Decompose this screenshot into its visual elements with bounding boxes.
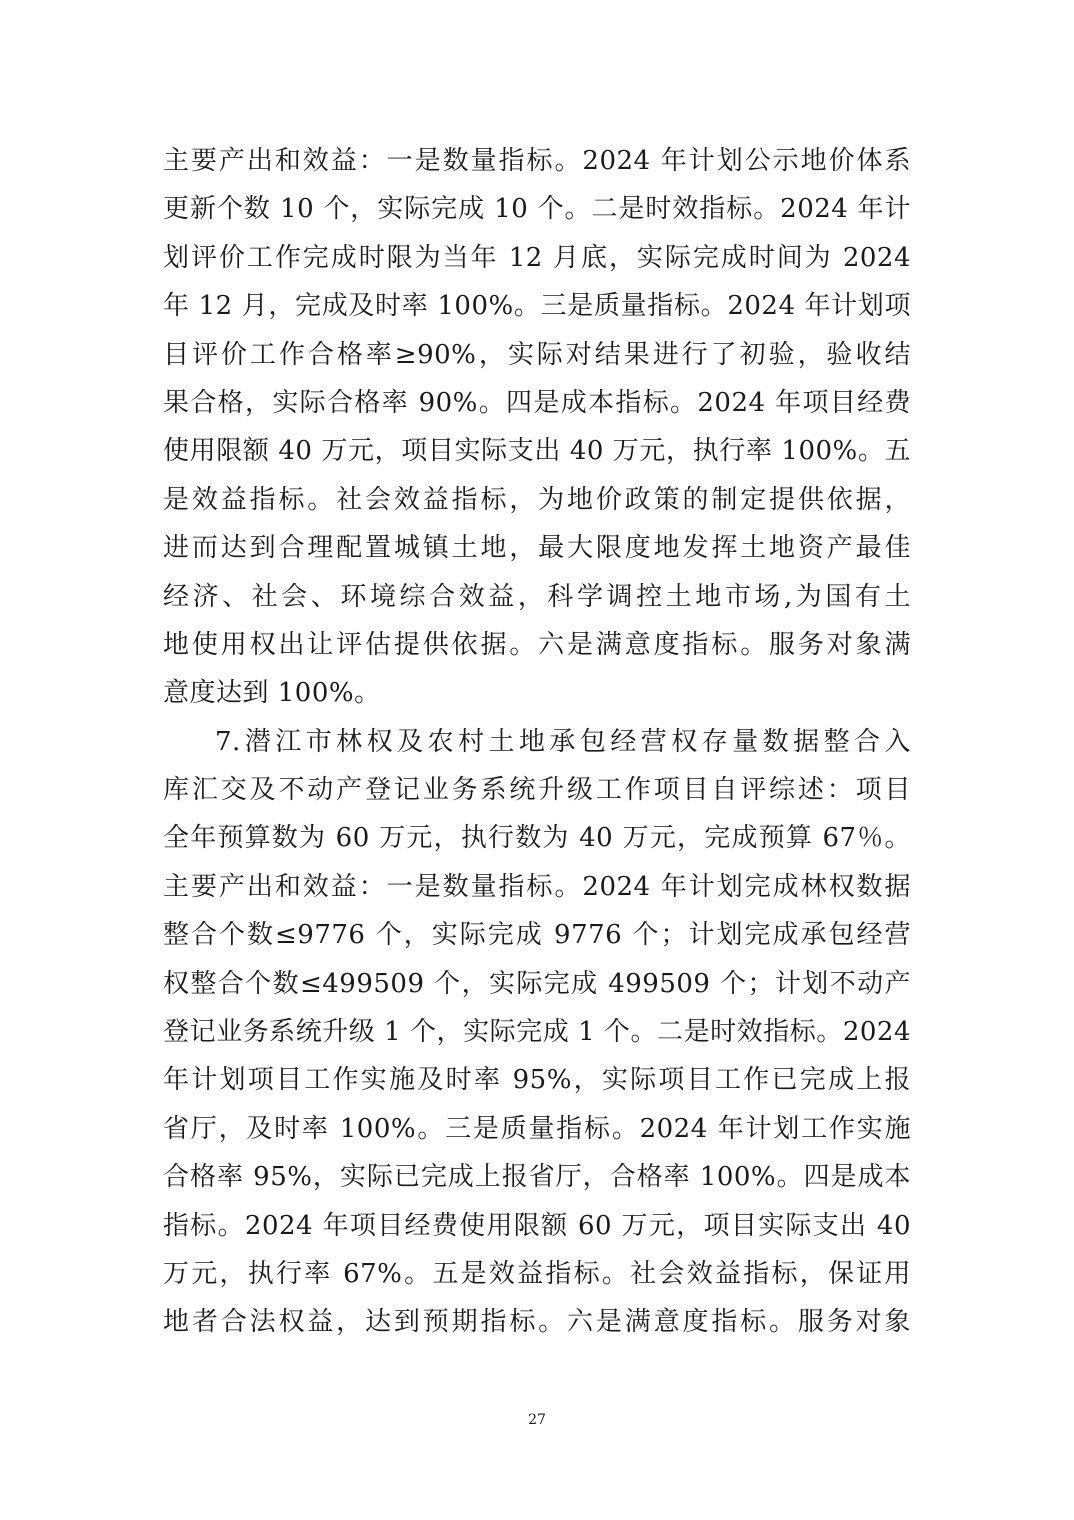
text-line: 主要产出和效益：一是数量指标。2024 年计划完成林权数据 [163,871,911,902]
text-line: 年 12 月，完成及时率 100%。三是质量指标。2024 年计划项 [163,291,911,322]
text-line-heading: 7.潜江市林权及农村土地承包经营权存量数据整合入 [215,726,911,757]
text-line: 年计划项目工作实施及时率 95%，实际项目工作已完成上报 [163,1065,911,1096]
text-line: 合格率 95%，实际已完成上报省厅，合格率 100%。四是成本 [163,1162,911,1193]
text-line: 登记业务系统升级 1 个，实际完成 1 个。二是时效指标。2024 [163,1017,911,1048]
text-line: 库汇交及不动产登记业务系统升级工作项目自评综述：项目 [163,775,911,806]
text-line: 整合个数≤9776 个，实际完成 9776 个；计划完成承包经营 [163,920,911,951]
paragraph-output-benefits-6 [163,137,911,718]
text-line: 指标。2024 年项目经费使用限额 60 万元，项目实际支出 40 [163,1210,911,1241]
paragraph-project-7 [163,718,911,1347]
text-line: 使用限额 40 万元，项目实际支出 40 万元，执行率 100%。五 [163,436,911,467]
text-line: 主要产出和效益：一是数量指标。2024 年计划公示地价体系 [163,146,911,176]
body-text [163,137,911,1347]
text-line: 更新个数 10 个，实际完成 10 个。二是时效指标。2024 年计 [163,194,911,225]
text-line: 果合格，实际合格率 90%。四是成本指标。2024 年项目经费 [163,387,911,418]
text-line: 目评价工作合格率≥90%，实际对结果进行了初验，验收结 [163,339,911,370]
text-line: 是效益指标。社会效益指标，为地价政策的制定提供依据， [163,484,911,515]
text-line: 经济、社会、环境综合效益，科学调控土地市场,为国有土 [163,581,911,612]
text-line: 全年预算数为 60 万元，执行数为 40 万元，完成预算 67％。 [163,823,911,854]
text-line: 划评价工作完成时限为当年 12 月底，实际完成时间为 2024 [163,242,911,273]
text-line: 权整合个数≤499509 个，实际完成 499509 个；计划不动产 [163,968,911,999]
text-line: 省厅，及时率 100%。三是质量指标。2024 年计划工作实施 [163,1113,911,1144]
text-line: 万元，执行率 67%。五是效益指标。社会效益指标，保证用 [163,1258,911,1289]
text-line: 地使用权出让评估提供依据。六是满意度指标。服务对象满 [163,629,911,660]
text-line: 进而达到合理配置城镇土地，最大限度地发挥土地资产最佳 [163,533,911,564]
page-number: 27 [528,1412,546,1428]
text-line: 地者合法权益，达到预期指标。六是满意度指标。服务对象 [163,1307,911,1338]
text-line: 意度达到 100%。 [163,678,381,709]
